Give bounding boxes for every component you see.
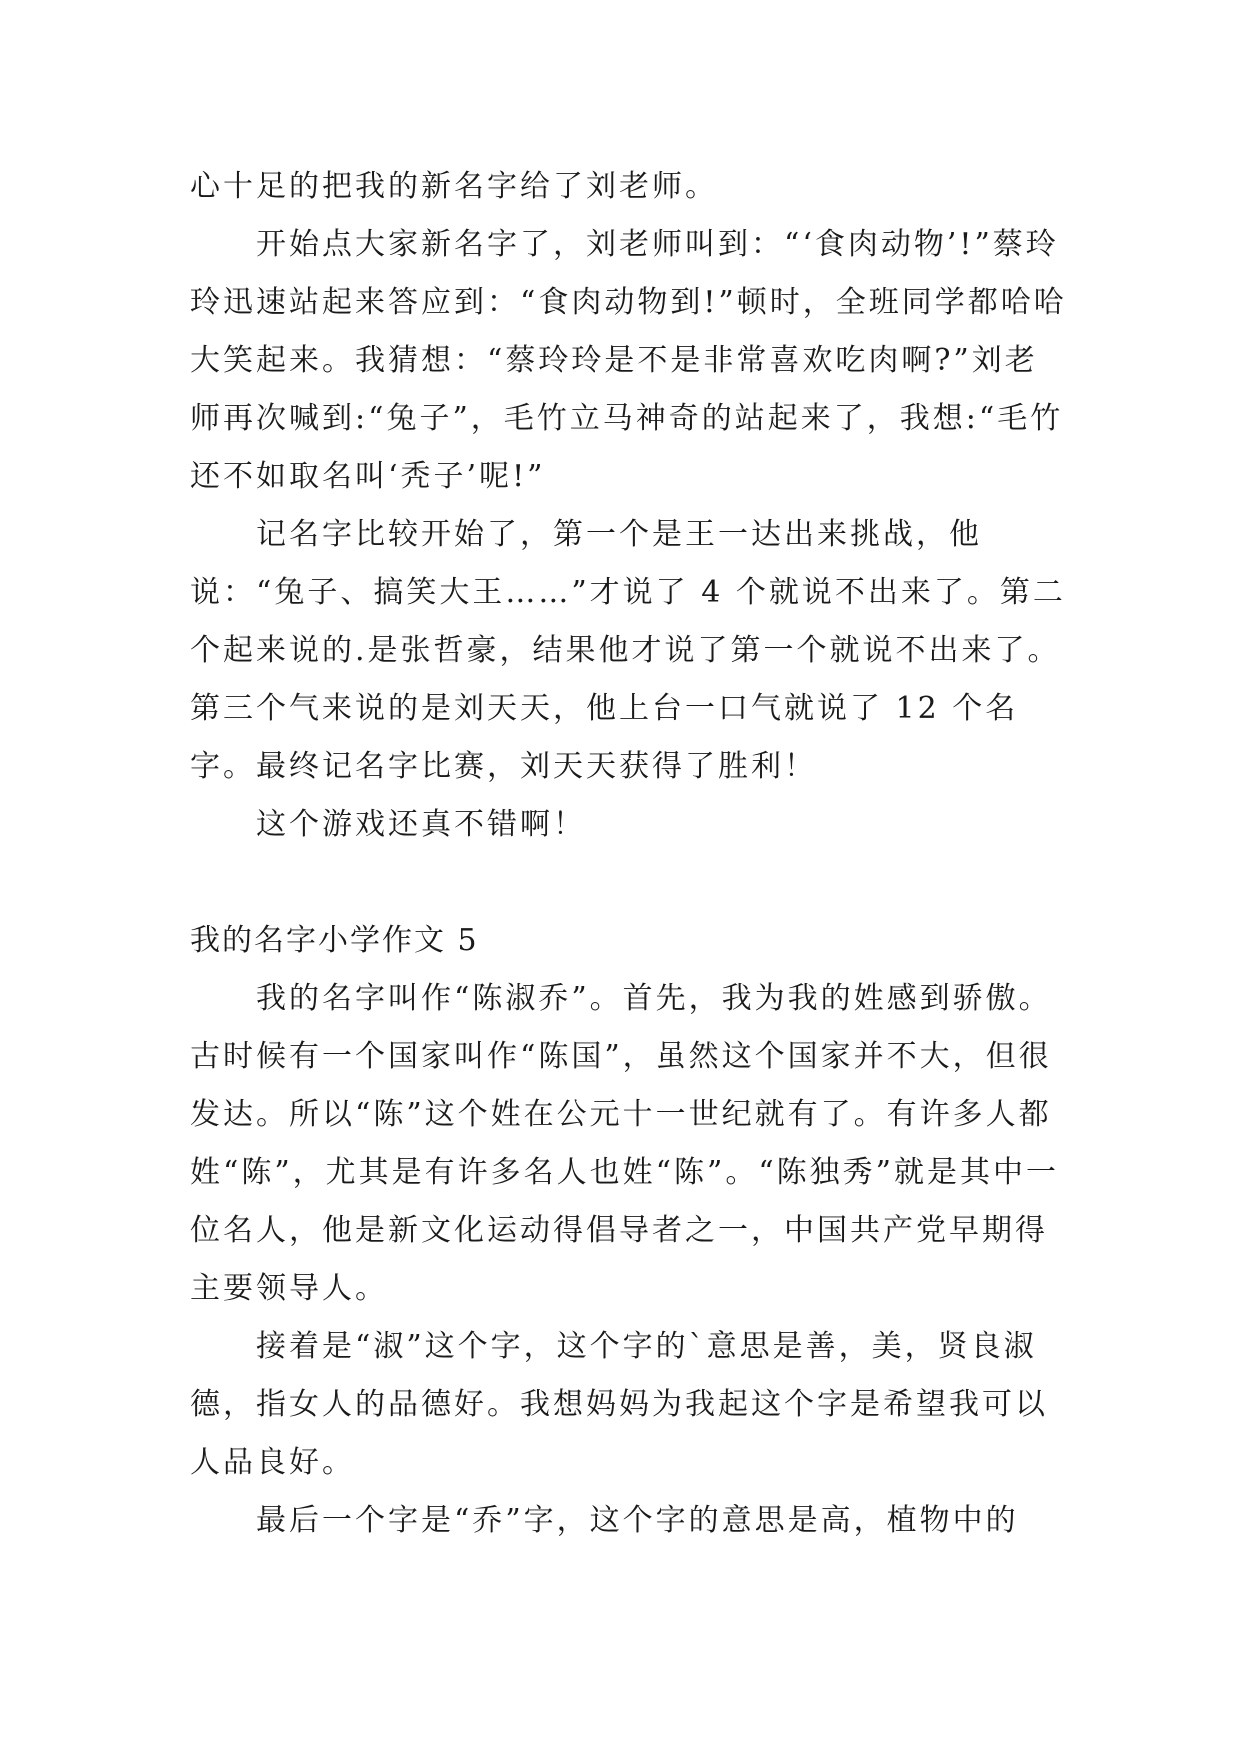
section-title: 我的名字小学作文 5 xyxy=(190,923,479,958)
paragraph-middle-character: 接着是“淑”这个字，这个字的`意思是善，美，贤良淑德，指女人的品德好。我想妈妈为我起这个字是希望我可以人品良好。 xyxy=(190,1329,1048,1480)
paragraph-memory-contest: 记名字比较开始了，第一个是王一达出来挑战，他说：“兔子、搞笑大王……”才说了 4 个就说不出来了。第二个起来说的.是张哲豪，结果他才说了第一个就说不出来了。第三个气来说的是刘天天，他上台一口气就说了 12 个名字。最终记名字比赛，刘天天获得了胜利！ xyxy=(190,517,1066,784)
paragraph-game-conclusion: 这个游戏还真不错啊！ xyxy=(256,807,586,842)
paragraph-name-roll-call: 开始点大家新名字了，刘老师叫到：“‘食肉动物’!”蔡玲玲迅速站起来答应到：“食肉动物到!”顿时，全班同学都哈哈大笑起来。我猜想：“蔡玲玲是不是非常喜欢吃肉啊?”刘老师再次喊到:“兔子”，毛竹立马神奇的站起来了，我想:“毛竹还不如取名叫‘秃子’呢!” xyxy=(190,227,1067,494)
paragraph-continuation: 心十足的把我的新名字给了刘老师。 xyxy=(190,169,718,204)
paragraph-surname: 我的名字叫作“陈淑乔”。首先，我为我的姓感到骄傲。古时候有一个国家叫作“陈国”，虽然这个国家并不大，但很发达。所以“陈”这个姓在公元十一世纪就有了。有许多人都姓“陈”，尤其是有许多名人也姓“陈”。“陈独秀”就是其中一位名人，他是新文化运动得倡导者之一，中国共产党早期得主要领导人。 xyxy=(190,981,1060,1306)
paragraph-last-character: 最后一个字是“乔”字，这个字的意思是高，植物中的 xyxy=(256,1503,1019,1538)
document-body xyxy=(190,158,1070,1550)
